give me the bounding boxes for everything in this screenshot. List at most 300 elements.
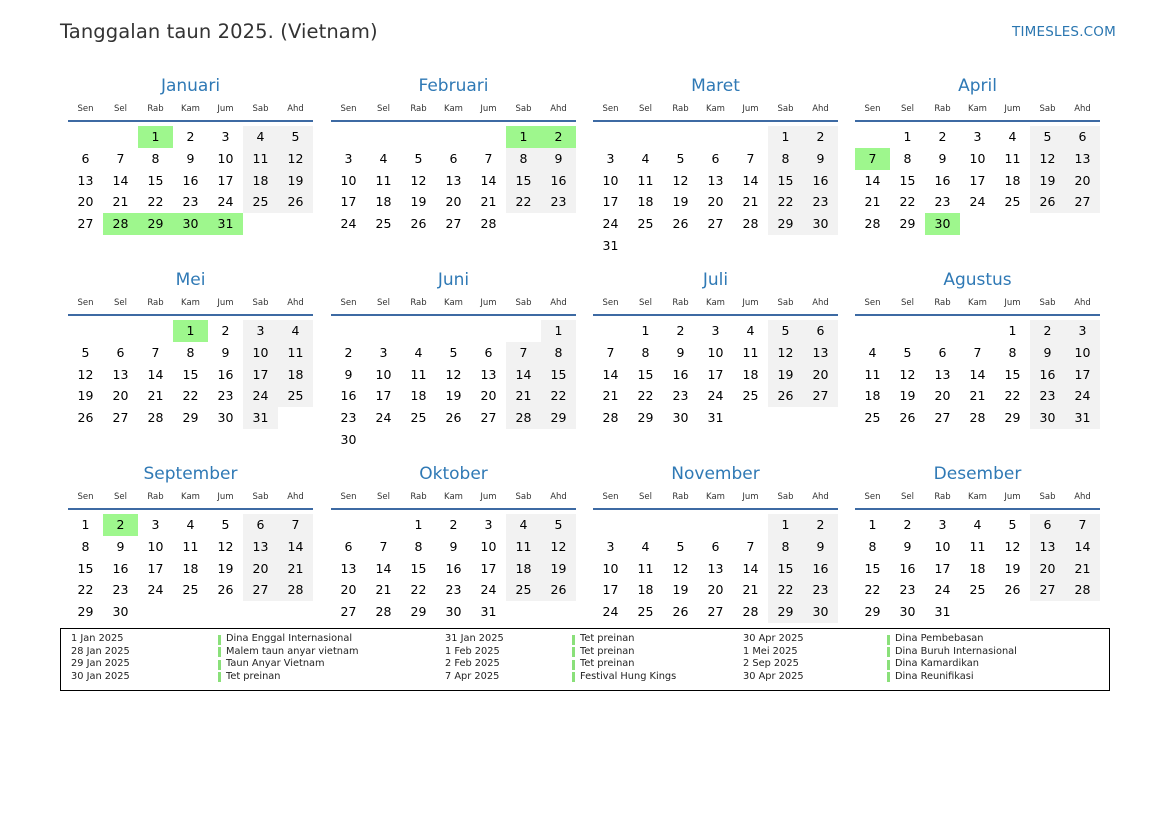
day-cell: 12 (1004, 538, 1021, 554)
day-cell: 29 (864, 604, 881, 620)
day-cell: 30 (803, 213, 838, 235)
day-cell: 31 (480, 604, 497, 620)
day-cell: 27 (480, 410, 497, 426)
day-cell: 11 (410, 366, 427, 382)
day-cell: 14 (278, 536, 313, 558)
day-cell: 8 (768, 148, 803, 170)
day-cell: 5 (541, 514, 576, 536)
day-cell: 4 (186, 517, 195, 532)
day-cell: 3 (243, 320, 278, 342)
day-cell: 2 (803, 126, 838, 148)
day-cell: 10 (602, 172, 619, 188)
day-cell: 12 (278, 148, 313, 170)
day-cell: 13 (77, 172, 94, 188)
day-cell: 19 (768, 364, 803, 386)
legend-holiday-name: Dina Kamardikan (895, 658, 979, 669)
day-cell: 12 (217, 538, 234, 554)
day-cell: 21 (112, 194, 129, 210)
month-divider (331, 508, 576, 510)
day-cell: 20 (934, 388, 951, 404)
day-cell: 13 (243, 536, 278, 558)
day-cell: 20 (340, 582, 357, 598)
day-cell: 1 (81, 517, 90, 532)
day-cell: 1 (903, 129, 912, 144)
day-cell: 17 (969, 172, 986, 188)
day-cell: 16 (803, 170, 838, 192)
day-cell: 22 (899, 194, 916, 210)
day-cell: 30 (899, 604, 916, 620)
holiday-color-marker (218, 660, 221, 670)
holiday-day-cell: 1 (506, 126, 541, 148)
day-cell: 11 (637, 172, 654, 188)
day-cell: 7 (973, 344, 982, 360)
month-name: Januari (160, 76, 221, 96)
weekday-header: Sab (1039, 104, 1056, 114)
day-cell: 30 (340, 432, 357, 447)
day-cell: 7 (1065, 514, 1100, 536)
weekday-header: Rab (147, 298, 164, 308)
day-cell: 16 (672, 366, 689, 382)
day-cell: 4 (278, 320, 313, 342)
day-cell: 24 (934, 582, 951, 598)
holiday-day-cell: 1 (138, 126, 173, 148)
day-cell: 23 (182, 194, 199, 210)
day-cell: 30 (803, 601, 838, 623)
site-link[interactable]: TIMESLES.COM (1012, 24, 1116, 40)
day-cell: 20 (707, 582, 724, 598)
day-cell: 5 (221, 517, 230, 532)
month-divider (593, 120, 838, 122)
day-cell: 5 (903, 344, 912, 360)
day-cell: 12 (445, 366, 462, 382)
day-cell: 22 (182, 388, 199, 404)
day-cell: 3 (151, 517, 160, 532)
weekday-header: Sen (340, 104, 357, 114)
day-cell: 3 (606, 150, 615, 166)
weekday-header: Jum (480, 104, 497, 114)
day-cell: 11 (182, 538, 199, 554)
weekday-header: Sab (777, 298, 794, 308)
day-cell: 28 (506, 407, 541, 429)
weekday-header: Sel (114, 492, 127, 502)
day-cell: 1 (868, 517, 877, 532)
day-cell: 17 (934, 560, 951, 576)
day-cell: 5 (414, 150, 423, 166)
day-cell: 16 (182, 172, 199, 188)
day-cell: 13 (340, 560, 357, 576)
day-cell: 7 (484, 150, 493, 166)
day-cell: 26 (410, 216, 427, 232)
day-cell: 2 (903, 517, 912, 532)
holiday-color-marker (887, 660, 890, 670)
day-cell: 15 (768, 558, 803, 580)
legend-date: 30 Jan 2025 (71, 670, 130, 682)
day-cell: 16 (340, 388, 357, 404)
day-cell: 14 (864, 172, 881, 188)
day-cell: 18 (278, 364, 313, 386)
day-cell: 11 (637, 560, 654, 576)
day-cell: 29 (899, 216, 916, 232)
legend-date: 29 Jan 2025 (71, 658, 130, 669)
day-cell: 15 (1004, 366, 1021, 382)
day-cell: 8 (768, 536, 803, 558)
weekday-header: Rab (147, 492, 164, 502)
day-cell: 7 (746, 538, 755, 554)
day-cell: 31 (707, 410, 724, 426)
day-cell: 15 (541, 364, 576, 386)
holiday-legend (60, 628, 1110, 691)
weekday-header: Ahd (812, 104, 829, 114)
day-cell: 17 (147, 560, 164, 576)
day-cell: 8 (903, 150, 912, 166)
day-cell: 16 (934, 172, 951, 188)
month-name: Agustus (943, 270, 1012, 290)
day-cell: 16 (217, 366, 234, 382)
day-cell: 24 (602, 216, 619, 232)
day-cell: 13 (480, 366, 497, 382)
day-cell: 19 (1030, 170, 1065, 192)
day-cell: 5 (1008, 517, 1017, 532)
day-cell: 6 (449, 150, 458, 166)
day-cell: 22 (1004, 388, 1021, 404)
day-cell: 2 (676, 323, 685, 338)
day-cell: 20 (243, 558, 278, 580)
day-cell: 1 (414, 517, 423, 532)
day-cell: 22 (506, 191, 541, 213)
day-cell: 27 (340, 604, 357, 620)
day-cell: 18 (182, 560, 199, 576)
day-cell: 18 (742, 366, 759, 382)
weekday-header: Jum (217, 492, 234, 502)
legend-date: 30 Apr 2025 (743, 670, 804, 682)
day-cell: 27 (243, 579, 278, 601)
weekday-header: Rab (410, 104, 427, 114)
day-cell: 8 (868, 538, 877, 554)
weekday-header: Rab (934, 492, 951, 502)
month-name: Oktober (419, 464, 488, 484)
day-cell: 14 (112, 172, 129, 188)
day-cell: 11 (969, 538, 986, 554)
day-cell: 15 (182, 366, 199, 382)
day-cell: 31 (243, 407, 278, 429)
day-cell: 16 (899, 560, 916, 576)
weekday-header: Ahd (812, 298, 829, 308)
day-cell: 23 (445, 582, 462, 598)
holiday-color-marker (887, 635, 890, 645)
weekday-header: Sel (639, 104, 652, 114)
day-cell: 18 (506, 558, 541, 580)
day-cell: 20 (803, 364, 838, 386)
day-cell: 22 (864, 582, 881, 598)
day-cell: 26 (1030, 191, 1065, 213)
day-cell: 9 (116, 538, 125, 554)
day-cell: 14 (969, 366, 986, 382)
month-name: Maret (691, 76, 740, 96)
holiday-color-marker (572, 660, 575, 670)
holiday-day-cell: 1 (173, 320, 208, 342)
holiday-color-marker (218, 647, 221, 657)
day-cell: 21 (742, 194, 759, 210)
day-cell: 31 (602, 238, 619, 253)
weekday-header: Sab (777, 104, 794, 114)
month-name: September (143, 464, 238, 484)
weekday-header: Kam (444, 298, 463, 308)
day-cell: 16 (445, 560, 462, 576)
day-cell: 9 (803, 148, 838, 170)
day-cell: 20 (1030, 558, 1065, 580)
day-cell: 23 (803, 579, 838, 601)
day-cell: 25 (969, 582, 986, 598)
day-cell: 29 (410, 604, 427, 620)
day-cell: 22 (77, 582, 94, 598)
day-cell: 19 (1004, 560, 1021, 576)
day-cell: 16 (803, 558, 838, 580)
day-cell: 16 (541, 170, 576, 192)
day-cell: 21 (969, 388, 986, 404)
month-divider (68, 508, 313, 510)
day-cell: 7 (116, 150, 125, 166)
day-cell: 26 (768, 385, 803, 407)
weekday-header: Sen (864, 104, 881, 114)
day-cell: 3 (1065, 320, 1100, 342)
day-cell: 3 (938, 517, 947, 532)
day-cell: 10 (480, 538, 497, 554)
day-cell: 7 (606, 344, 615, 360)
day-cell: 25 (637, 604, 654, 620)
day-cell: 3 (973, 129, 982, 144)
day-cell: 9 (541, 148, 576, 170)
day-cell: 12 (672, 172, 689, 188)
day-cell: 8 (151, 150, 160, 166)
day-cell: 26 (1004, 582, 1021, 598)
day-cell: 11 (506, 536, 541, 558)
day-cell: 27 (934, 410, 951, 426)
weekday-header: Ahd (287, 492, 304, 502)
holiday-color-marker (572, 647, 575, 657)
day-cell: 7 (379, 538, 388, 554)
day-cell: 28 (1065, 579, 1100, 601)
day-cell: 28 (480, 216, 497, 232)
weekday-header: Kam (968, 104, 987, 114)
weekday-header: Sel (901, 492, 914, 502)
day-cell: 29 (77, 604, 94, 620)
day-cell: 12 (899, 366, 916, 382)
day-cell: 13 (112, 366, 129, 382)
day-cell: 17 (243, 364, 278, 386)
weekday-header: Sab (515, 104, 532, 114)
day-cell: 13 (1030, 536, 1065, 558)
day-cell: 2 (449, 517, 458, 532)
day-cell: 26 (899, 410, 916, 426)
weekday-header: Sen (340, 492, 357, 502)
day-cell: 6 (938, 344, 947, 360)
day-cell: 3 (221, 129, 230, 144)
day-cell: 9 (938, 150, 947, 166)
day-cell: 14 (506, 364, 541, 386)
day-cell: 24 (969, 194, 986, 210)
day-cell: 28 (742, 604, 759, 620)
day-cell: 11 (742, 344, 759, 360)
weekday-header: Sen (77, 104, 94, 114)
holiday-day-cell: 29 (138, 213, 173, 235)
day-cell: 27 (707, 604, 724, 620)
day-cell: 18 (243, 170, 278, 192)
legend-holiday-name: Taun Anyar Vietnam (226, 658, 325, 669)
day-cell: 20 (480, 388, 497, 404)
day-cell: 28 (602, 410, 619, 426)
day-cell: 22 (541, 385, 576, 407)
weekday-header: Sab (1039, 298, 1056, 308)
weekday-header: Rab (934, 298, 951, 308)
holiday-color-marker (887, 647, 890, 657)
month-name: Februari (418, 76, 489, 96)
weekday-header: Kam (706, 492, 725, 502)
day-cell: 27 (707, 216, 724, 232)
legend-date: 1 Jan 2025 (71, 633, 124, 644)
day-cell: 30 (112, 604, 129, 620)
day-cell: 24 (707, 388, 724, 404)
weekday-header: Jum (480, 298, 497, 308)
day-cell: 15 (864, 560, 881, 576)
day-cell: 27 (1030, 579, 1065, 601)
day-cell: 20 (445, 194, 462, 210)
day-cell: 17 (217, 172, 234, 188)
weekday-header: Jum (1004, 298, 1021, 308)
day-cell: 13 (445, 172, 462, 188)
weekday-header: Sel (114, 104, 127, 114)
day-cell: 7 (746, 150, 755, 166)
day-cell: 25 (864, 410, 881, 426)
day-cell: 30 (1030, 407, 1065, 429)
day-cell: 16 (1030, 364, 1065, 386)
day-cell: 24 (480, 582, 497, 598)
weekday-header: Sen (602, 492, 619, 502)
day-cell: 5 (768, 320, 803, 342)
day-cell: 20 (1065, 170, 1100, 192)
day-cell: 30 (672, 410, 689, 426)
weekday-header: Sel (377, 492, 390, 502)
day-cell: 14 (742, 172, 759, 188)
day-cell: 28 (147, 410, 164, 426)
legend-holiday-name: Malem taun anyar vietnam (226, 645, 359, 657)
legend-holiday-name: Dina Pembebasan (895, 633, 984, 644)
weekday-header: Sel (377, 104, 390, 114)
day-cell: 1 (768, 514, 803, 536)
day-cell: 14 (480, 172, 497, 188)
month-divider (855, 120, 1100, 122)
day-cell: 8 (541, 342, 576, 364)
day-cell: 10 (243, 342, 278, 364)
day-cell: 19 (445, 388, 462, 404)
weekday-header: Ahd (1074, 298, 1091, 308)
day-cell: 8 (641, 344, 650, 360)
day-cell: 4 (414, 344, 423, 360)
month-name: April (958, 76, 997, 96)
day-cell: 7 (151, 344, 160, 360)
weekday-header: Rab (934, 104, 951, 114)
legend-holiday-name: Tet preinan (580, 645, 635, 657)
month-divider (855, 508, 1100, 510)
day-cell: 14 (602, 366, 619, 382)
month-divider (331, 314, 576, 316)
day-cell: 14 (147, 366, 164, 382)
day-cell: 20 (707, 194, 724, 210)
holiday-day-cell: 2 (103, 514, 138, 536)
day-cell: 25 (742, 388, 759, 404)
day-cell: 4 (641, 538, 650, 554)
day-cell: 25 (278, 385, 313, 407)
day-cell: 22 (410, 582, 427, 598)
day-cell: 11 (243, 148, 278, 170)
day-cell: 9 (186, 150, 195, 166)
day-cell: 22 (768, 191, 803, 213)
legend-holiday-name: Dina Enggal Internasional (226, 633, 353, 644)
legend-holiday-name: Tet preinan (580, 658, 635, 669)
weekday-header: Sel (901, 298, 914, 308)
day-cell: 10 (147, 538, 164, 554)
legend-holiday-name: Dina Buruh Internasional (895, 645, 1017, 657)
day-cell: 5 (676, 150, 685, 166)
day-cell: 17 (707, 366, 724, 382)
day-cell: 2 (221, 323, 230, 338)
weekday-header: Jum (742, 492, 759, 502)
month-name: Mei (175, 270, 206, 290)
day-cell: 21 (864, 194, 881, 210)
weekday-header: Ahd (287, 104, 304, 114)
day-cell: 23 (934, 194, 951, 210)
day-cell: 22 (768, 579, 803, 601)
day-cell: 25 (182, 582, 199, 598)
day-cell: 19 (77, 388, 94, 404)
day-cell: 14 (375, 560, 392, 576)
day-cell: 17 (375, 388, 392, 404)
day-cell: 15 (77, 560, 94, 576)
month-divider (68, 314, 313, 316)
day-cell: 12 (768, 342, 803, 364)
day-cell: 4 (868, 344, 877, 360)
day-cell: 13 (707, 560, 724, 576)
weekday-header: Rab (672, 492, 689, 502)
day-cell: 18 (637, 582, 654, 598)
legend-date: 1 Feb 2025 (445, 645, 500, 657)
legend-holiday-name: Tet preinan (226, 670, 281, 682)
day-cell: 26 (217, 582, 234, 598)
day-cell: 25 (410, 410, 427, 426)
day-cell: 16 (112, 560, 129, 576)
day-cell: 21 (1065, 558, 1100, 580)
day-cell: 2 (1030, 320, 1065, 342)
legend-holiday-name: Festival Hung Kings (580, 670, 677, 682)
day-cell: 6 (116, 344, 125, 360)
day-cell: 1 (1008, 323, 1017, 338)
day-cell: 23 (217, 388, 234, 404)
day-cell: 4 (973, 517, 982, 532)
day-cell: 9 (344, 366, 353, 382)
day-cell: 17 (1065, 364, 1100, 386)
day-cell: 31 (934, 604, 951, 620)
day-cell: 21 (506, 385, 541, 407)
legend-date: 2 Sep 2025 (743, 658, 799, 669)
day-cell: 6 (711, 538, 720, 554)
day-cell: 29 (768, 601, 803, 623)
weekday-header: Ahd (287, 298, 304, 308)
day-cell: 29 (637, 410, 654, 426)
day-cell: 27 (803, 385, 838, 407)
day-cell: 17 (480, 560, 497, 576)
day-cell: 14 (1065, 536, 1100, 558)
day-cell: 7 (506, 342, 541, 364)
day-cell: 24 (340, 216, 357, 232)
